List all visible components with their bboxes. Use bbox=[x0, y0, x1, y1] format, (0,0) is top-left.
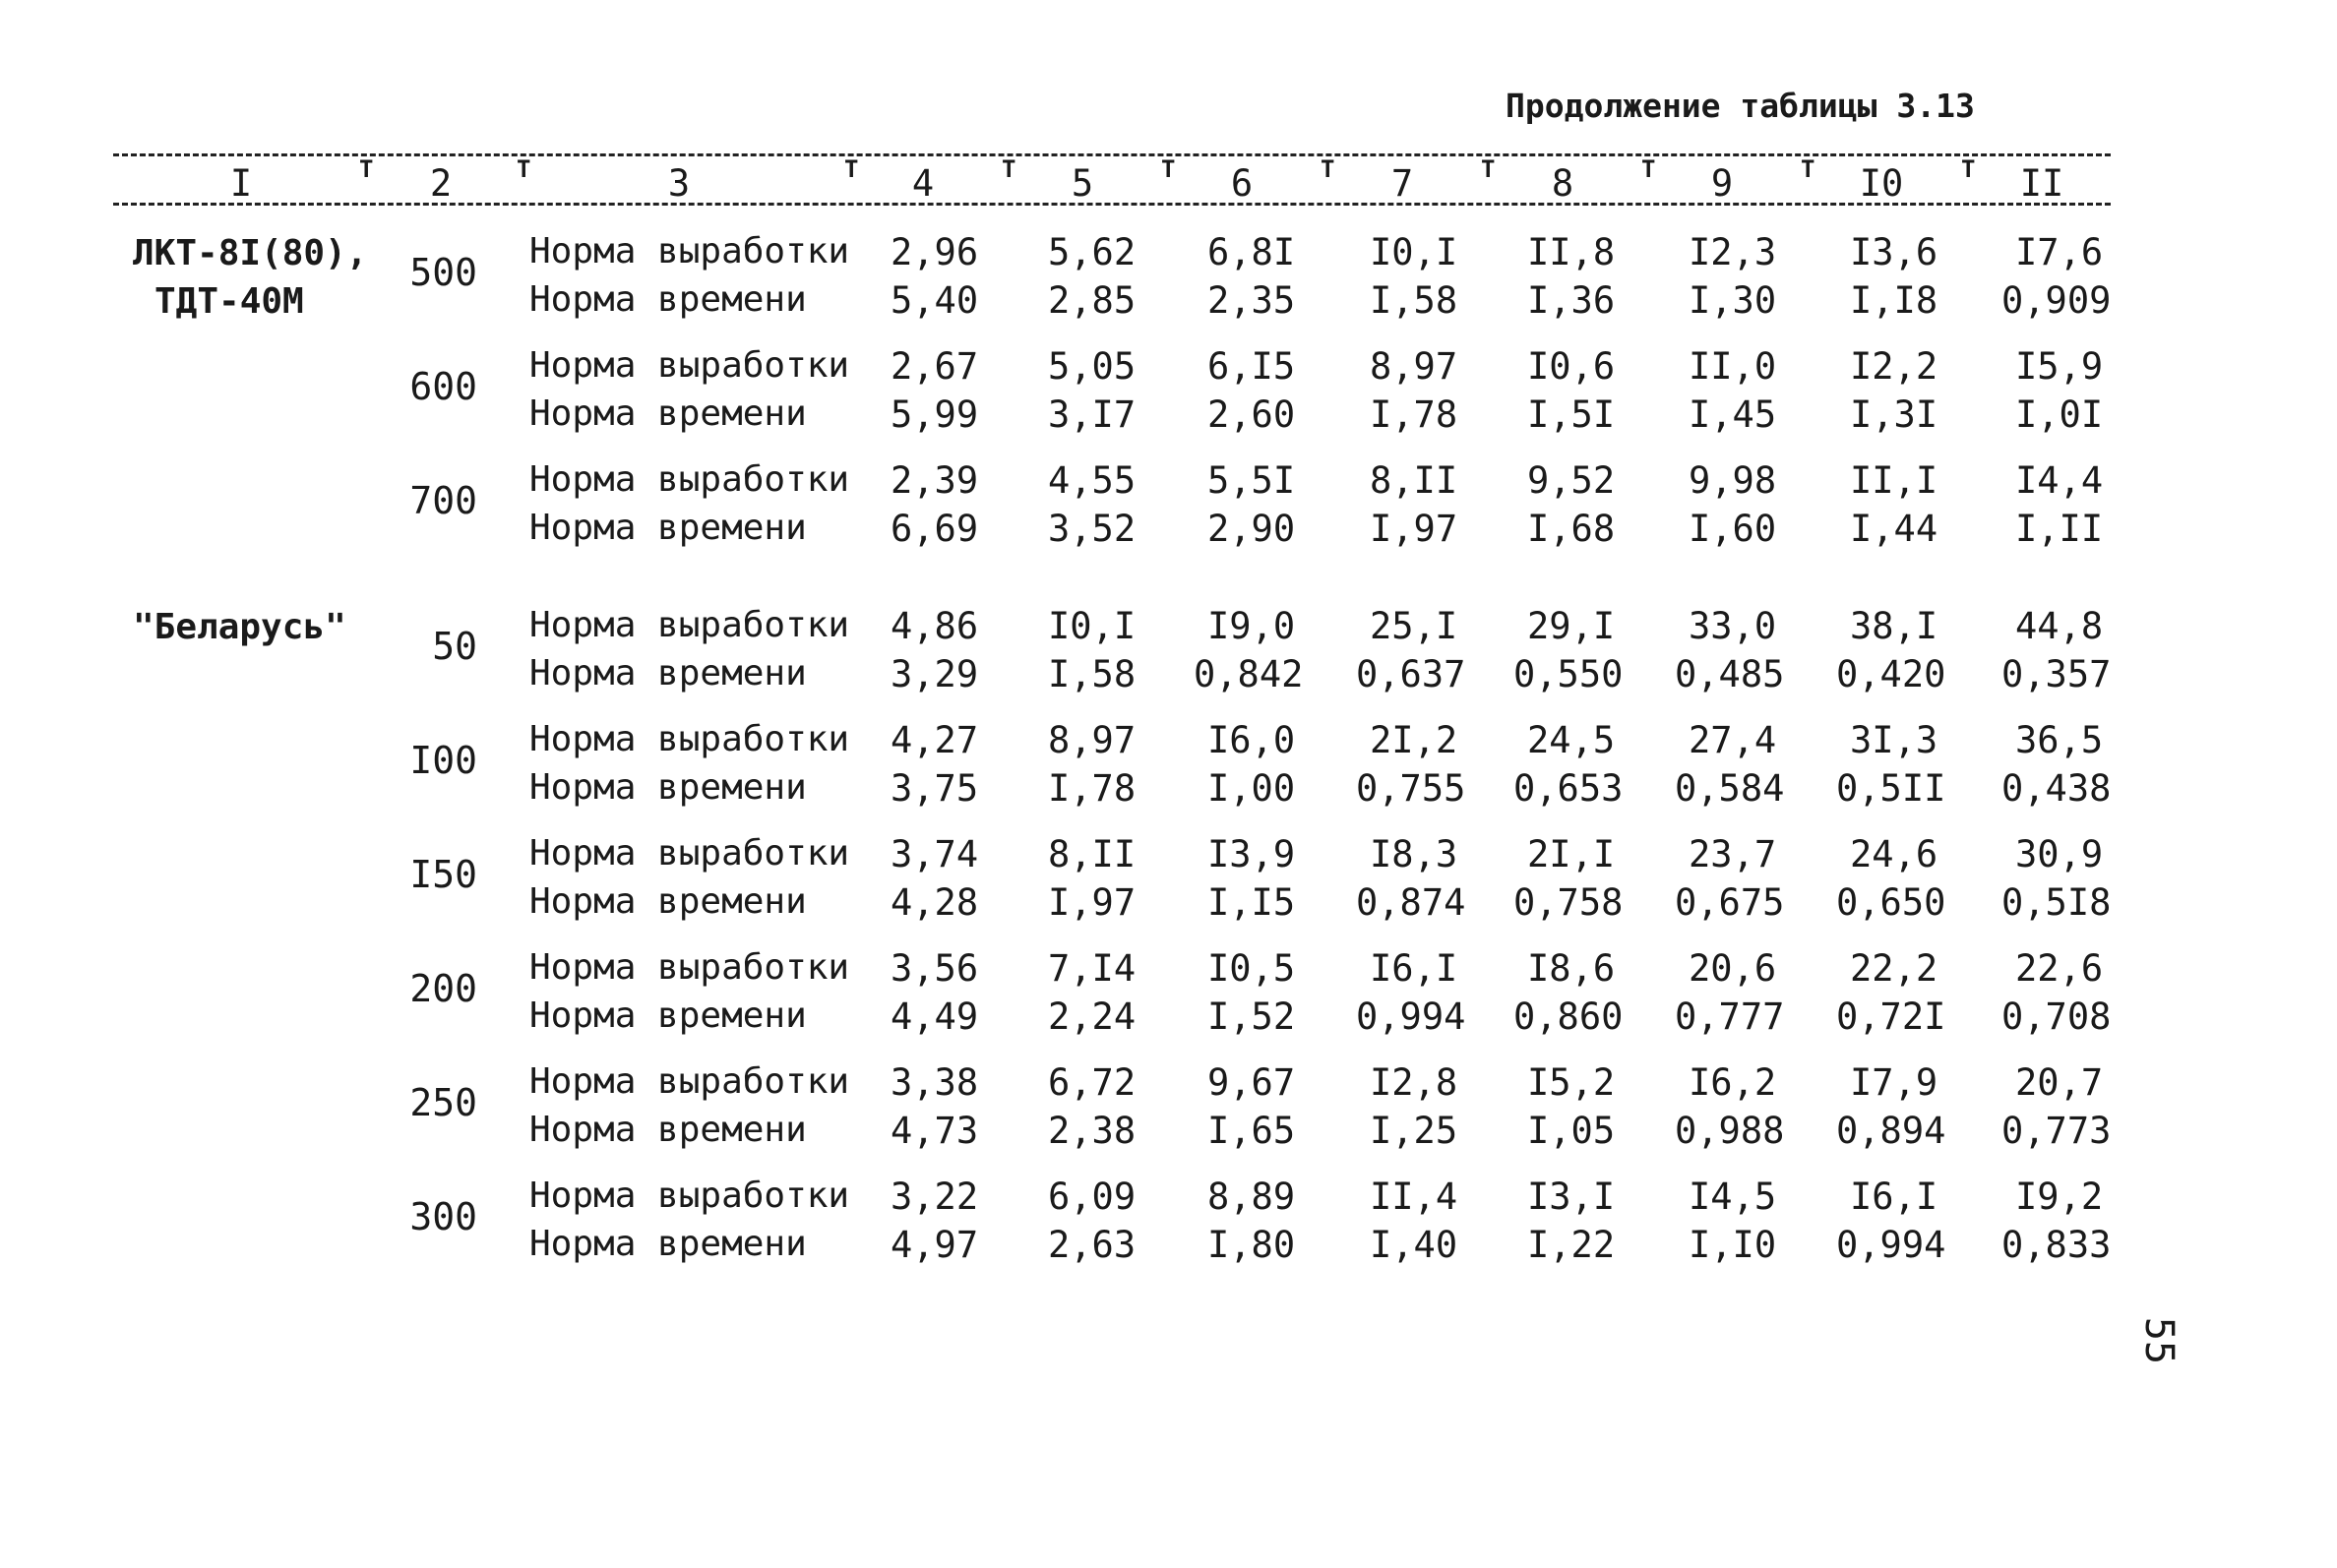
speed-value: 250 bbox=[409, 1081, 477, 1124]
output-norm-value: I6,2 bbox=[1689, 1061, 1777, 1104]
output-norm-value: 5,5I bbox=[1207, 459, 1296, 502]
output-norm-value: 3I,3 bbox=[1850, 719, 1938, 761]
output-norm-value: I6,I bbox=[1370, 947, 1458, 990]
output-norm-value: 20,6 bbox=[1689, 947, 1777, 990]
output-norm-label: Норма выработки bbox=[529, 1176, 850, 1216]
time-norm-value: I,30 bbox=[1689, 279, 1777, 322]
output-norm-value: 33,0 bbox=[1689, 605, 1777, 647]
time-norm-value: I,II bbox=[2015, 508, 2104, 550]
output-norm-value: 20,7 bbox=[2015, 1061, 2104, 1104]
column-header-6: 6 bbox=[1230, 162, 1254, 205]
time-norm-value: 3,75 bbox=[891, 767, 979, 810]
column-separator: T bbox=[1002, 155, 1016, 183]
output-norm-value: I8,3 bbox=[1370, 833, 1458, 875]
time-norm-value: 0,550 bbox=[1513, 653, 1624, 695]
column-header-2: 2 bbox=[429, 162, 453, 205]
output-norm-value: I5,9 bbox=[2015, 345, 2104, 388]
output-norm-value: 29,I bbox=[1527, 605, 1616, 647]
output-norm-value: I7,6 bbox=[2015, 231, 2104, 273]
output-norm-value: I6,0 bbox=[1207, 719, 1296, 761]
time-norm-value: 3,52 bbox=[1048, 508, 1137, 550]
time-norm-value: I,97 bbox=[1370, 508, 1458, 550]
time-norm-value: I,78 bbox=[1370, 393, 1458, 436]
time-norm-label: Норма времени bbox=[529, 653, 807, 694]
output-norm-value: 22,6 bbox=[2015, 947, 2104, 990]
output-norm-value: 22,2 bbox=[1850, 947, 1938, 990]
output-norm-value: I5,2 bbox=[1527, 1061, 1616, 1104]
time-norm-value: 0,584 bbox=[1675, 767, 1785, 810]
column-header-9: 9 bbox=[1710, 162, 1734, 205]
output-norm-value: 2I,2 bbox=[1370, 719, 1458, 761]
output-norm-value: 6,09 bbox=[1048, 1176, 1137, 1218]
time-norm-value: I,97 bbox=[1048, 881, 1137, 924]
time-norm-value: I,52 bbox=[1207, 995, 1296, 1038]
column-header-5: 5 bbox=[1071, 162, 1094, 205]
output-norm-value: 4,27 bbox=[891, 719, 979, 761]
time-norm-value: 5,40 bbox=[891, 279, 979, 322]
column-separator: T bbox=[1321, 155, 1335, 183]
speed-value: 600 bbox=[409, 365, 477, 408]
time-norm-value: I,I5 bbox=[1207, 881, 1296, 924]
time-norm-label: Норма времени bbox=[529, 508, 807, 548]
time-norm-label: Норма времени bbox=[529, 995, 807, 1036]
time-norm-value: 2,60 bbox=[1207, 393, 1296, 436]
time-norm-label: Норма времени bbox=[529, 881, 807, 922]
time-norm-value: 0,357 bbox=[2001, 653, 2112, 695]
speed-value: 500 bbox=[409, 251, 477, 294]
time-norm-value: 0,773 bbox=[2001, 1110, 2112, 1152]
time-norm-value: 0,653 bbox=[1513, 767, 1624, 810]
time-norm-value: I,I8 bbox=[1850, 279, 1938, 322]
time-norm-value: I,36 bbox=[1527, 279, 1616, 322]
time-norm-value: 2,63 bbox=[1048, 1224, 1137, 1266]
output-norm-value: 6,8I bbox=[1207, 231, 1296, 273]
time-norm-value: 4,97 bbox=[891, 1224, 979, 1266]
table-caption: Продолжение таблицы 3.13 bbox=[1506, 87, 1975, 125]
time-norm-value: 0,420 bbox=[1836, 653, 1946, 695]
output-norm-value: 24,5 bbox=[1527, 719, 1616, 761]
time-norm-value: 2,24 bbox=[1048, 995, 1137, 1038]
output-norm-value: 36,5 bbox=[2015, 719, 2104, 761]
output-norm-value: 4,86 bbox=[891, 605, 979, 647]
time-norm-value: 0,860 bbox=[1513, 995, 1624, 1038]
output-norm-value: 8,97 bbox=[1048, 719, 1137, 761]
time-norm-value: 4,28 bbox=[891, 881, 979, 924]
output-norm-value: 24,6 bbox=[1850, 833, 1938, 875]
output-norm-label: Норма выработки bbox=[529, 947, 850, 988]
time-norm-value: I,44 bbox=[1850, 508, 1938, 550]
output-norm-value: I4,4 bbox=[2015, 459, 2104, 502]
output-norm-value: I6,I bbox=[1850, 1176, 1938, 1218]
time-norm-value: I,3I bbox=[1850, 393, 1938, 436]
time-norm-value: 0,833 bbox=[2001, 1224, 2112, 1266]
output-norm-value: 6,72 bbox=[1048, 1061, 1137, 1104]
time-norm-label: Норма времени bbox=[529, 1110, 807, 1150]
output-norm-value: II,0 bbox=[1689, 345, 1777, 388]
time-norm-value: I,00 bbox=[1207, 767, 1296, 810]
time-norm-value: 0,650 bbox=[1836, 881, 1946, 924]
column-separator: T bbox=[844, 155, 859, 183]
output-norm-value: 23,7 bbox=[1689, 833, 1777, 875]
time-norm-value: I,68 bbox=[1527, 508, 1616, 550]
output-norm-value: 8,89 bbox=[1207, 1176, 1296, 1218]
tractor-name bbox=[133, 603, 346, 651]
time-norm-value: 2,38 bbox=[1048, 1110, 1137, 1152]
output-norm-value: 9,52 bbox=[1527, 459, 1616, 502]
output-norm-value: 3,38 bbox=[891, 1061, 979, 1104]
output-norm-value: I0,I bbox=[1370, 231, 1458, 273]
output-norm-label: Норма выработки bbox=[529, 719, 850, 759]
column-separator: T bbox=[1961, 155, 1976, 183]
time-norm-label: Норма времени bbox=[529, 393, 807, 434]
time-norm-value: 4,49 bbox=[891, 995, 979, 1038]
speed-value: I50 bbox=[409, 853, 477, 896]
tractor-name bbox=[133, 229, 367, 326]
time-norm-label: Норма времени bbox=[529, 279, 807, 320]
time-norm-value: I,58 bbox=[1048, 653, 1137, 695]
column-header-1: I bbox=[229, 162, 253, 205]
output-norm-value: I3,I bbox=[1527, 1176, 1616, 1218]
output-norm-value: I2,2 bbox=[1850, 345, 1938, 388]
column-separator: T bbox=[1641, 155, 1656, 183]
output-norm-value: 7,I4 bbox=[1048, 947, 1137, 990]
output-norm-value: I7,9 bbox=[1850, 1061, 1938, 1104]
tractor-name-line: ЛКТ-8I(80), bbox=[133, 233, 368, 273]
time-norm-value: 0,485 bbox=[1675, 653, 1785, 695]
time-norm-value: 0,994 bbox=[1356, 995, 1466, 1038]
output-norm-value: 2I,I bbox=[1527, 833, 1616, 875]
output-norm-value: 5,62 bbox=[1048, 231, 1137, 273]
column-separator: T bbox=[359, 155, 374, 183]
time-norm-value: 0,438 bbox=[2001, 767, 2112, 810]
speed-value: 300 bbox=[409, 1195, 477, 1238]
time-norm-label: Норма времени bbox=[529, 1224, 807, 1264]
output-norm-label: Норма выработки bbox=[529, 1061, 850, 1102]
output-norm-value: I0,5 bbox=[1207, 947, 1296, 990]
output-norm-value: II,8 bbox=[1527, 231, 1616, 273]
time-norm-value: 0,988 bbox=[1675, 1110, 1785, 1152]
output-norm-label: Норма выработки bbox=[529, 605, 850, 645]
time-norm-value: 6,69 bbox=[891, 508, 979, 550]
time-norm-value: 0,874 bbox=[1356, 881, 1466, 924]
output-norm-value: 6,I5 bbox=[1207, 345, 1296, 388]
time-norm-value: 0,994 bbox=[1836, 1224, 1946, 1266]
time-norm-value: I,25 bbox=[1370, 1110, 1458, 1152]
output-norm-value: I8,6 bbox=[1527, 947, 1616, 990]
output-norm-value: 3,74 bbox=[891, 833, 979, 875]
time-norm-value: 0,909 bbox=[2001, 279, 2112, 322]
output-norm-value: 5,05 bbox=[1048, 345, 1137, 388]
speed-value: 50 bbox=[432, 625, 477, 668]
output-norm-value: I9,2 bbox=[2015, 1176, 2104, 1218]
time-norm-value: I,0I bbox=[2015, 393, 2104, 436]
column-header-8: 8 bbox=[1551, 162, 1574, 205]
output-norm-value: I0,6 bbox=[1527, 345, 1616, 388]
time-norm-value: I,58 bbox=[1370, 279, 1458, 322]
output-norm-value: I3,6 bbox=[1850, 231, 1938, 273]
tractor-name-line: ТДТ-40М bbox=[154, 281, 304, 322]
time-norm-value: I,60 bbox=[1689, 508, 1777, 550]
output-norm-label: Норма выработки bbox=[529, 345, 850, 386]
output-norm-value: 8,II bbox=[1048, 833, 1137, 875]
time-norm-value: I,78 bbox=[1048, 767, 1137, 810]
time-norm-value: 0,755 bbox=[1356, 767, 1466, 810]
output-norm-value: 2,39 bbox=[891, 459, 979, 502]
column-header-4: 4 bbox=[911, 162, 935, 205]
time-norm-value: 4,73 bbox=[891, 1110, 979, 1152]
time-norm-value: 0,5II bbox=[1836, 767, 1946, 810]
column-header-7: 7 bbox=[1390, 162, 1414, 205]
column-separator: T bbox=[1801, 155, 1815, 183]
time-norm-value: 3,I7 bbox=[1048, 393, 1137, 436]
output-norm-value: 38,I bbox=[1850, 605, 1938, 647]
output-norm-value: 25,I bbox=[1370, 605, 1458, 647]
speed-value: I00 bbox=[409, 739, 477, 782]
time-norm-value: 2,35 bbox=[1207, 279, 1296, 322]
tractor-name-line: "Беларусь" bbox=[133, 607, 346, 647]
time-norm-value: I,05 bbox=[1527, 1110, 1616, 1152]
time-norm-value: 2,85 bbox=[1048, 279, 1137, 322]
output-norm-value: 9,98 bbox=[1689, 459, 1777, 502]
output-norm-value: 2,96 bbox=[891, 231, 979, 273]
time-norm-value: 3,29 bbox=[891, 653, 979, 695]
time-norm-value: 0,708 bbox=[2001, 995, 2112, 1038]
output-norm-label: Норма выработки bbox=[529, 459, 850, 500]
output-norm-value: II,4 bbox=[1370, 1176, 1458, 1218]
time-norm-value: I,I0 bbox=[1689, 1224, 1777, 1266]
time-norm-value: 0,758 bbox=[1513, 881, 1624, 924]
time-norm-value: 2,90 bbox=[1207, 508, 1296, 550]
time-norm-value: I,5I bbox=[1527, 393, 1616, 436]
output-norm-value: I4,5 bbox=[1689, 1176, 1777, 1218]
output-norm-value: I2,8 bbox=[1370, 1061, 1458, 1104]
time-norm-value: 0,675 bbox=[1675, 881, 1785, 924]
time-norm-value: I,22 bbox=[1527, 1224, 1616, 1266]
output-norm-value: I9,0 bbox=[1207, 605, 1296, 647]
output-norm-value: II,I bbox=[1850, 459, 1938, 502]
output-norm-value: 8,II bbox=[1370, 459, 1458, 502]
output-norm-label: Норма выработки bbox=[529, 833, 850, 874]
output-norm-value: 4,55 bbox=[1048, 459, 1137, 502]
output-norm-value: 3,56 bbox=[891, 947, 979, 990]
column-header-11: II bbox=[2019, 162, 2064, 205]
time-norm-value: 0,842 bbox=[1194, 653, 1304, 695]
time-norm-value: 0,5I8 bbox=[2001, 881, 2112, 924]
output-norm-value: 8,97 bbox=[1370, 345, 1458, 388]
speed-value: 200 bbox=[409, 967, 477, 1010]
time-norm-value: I,65 bbox=[1207, 1110, 1296, 1152]
page-number: 55 bbox=[2136, 1316, 2183, 1365]
time-norm-value: I,45 bbox=[1689, 393, 1777, 436]
output-norm-label: Норма выработки bbox=[529, 231, 850, 271]
output-norm-value: 3,22 bbox=[891, 1176, 979, 1218]
time-norm-value: 0,777 bbox=[1675, 995, 1785, 1038]
output-norm-value: 2,67 bbox=[891, 345, 979, 388]
column-header-10: I0 bbox=[1859, 162, 1904, 205]
column-header-3: 3 bbox=[667, 162, 691, 205]
output-norm-value: I3,9 bbox=[1207, 833, 1296, 875]
time-norm-value: I,80 bbox=[1207, 1224, 1296, 1266]
output-norm-value: I0,I bbox=[1048, 605, 1137, 647]
time-norm-value: 0,894 bbox=[1836, 1110, 1946, 1152]
output-norm-value: 44,8 bbox=[2015, 605, 2104, 647]
output-norm-value: I2,3 bbox=[1689, 231, 1777, 273]
time-norm-value: I,40 bbox=[1370, 1224, 1458, 1266]
time-norm-value: 0,637 bbox=[1356, 653, 1466, 695]
time-norm-value: 0,72I bbox=[1836, 995, 1946, 1038]
column-separator: T bbox=[1481, 155, 1496, 183]
time-norm-value: 5,99 bbox=[891, 393, 979, 436]
output-norm-value: 9,67 bbox=[1207, 1061, 1296, 1104]
time-norm-label: Норма времени bbox=[529, 767, 807, 808]
output-norm-value: 30,9 bbox=[2015, 833, 2104, 875]
speed-value: 700 bbox=[409, 479, 477, 522]
output-norm-value: 27,4 bbox=[1689, 719, 1777, 761]
column-separator: T bbox=[1161, 155, 1176, 183]
column-separator: T bbox=[517, 155, 531, 183]
